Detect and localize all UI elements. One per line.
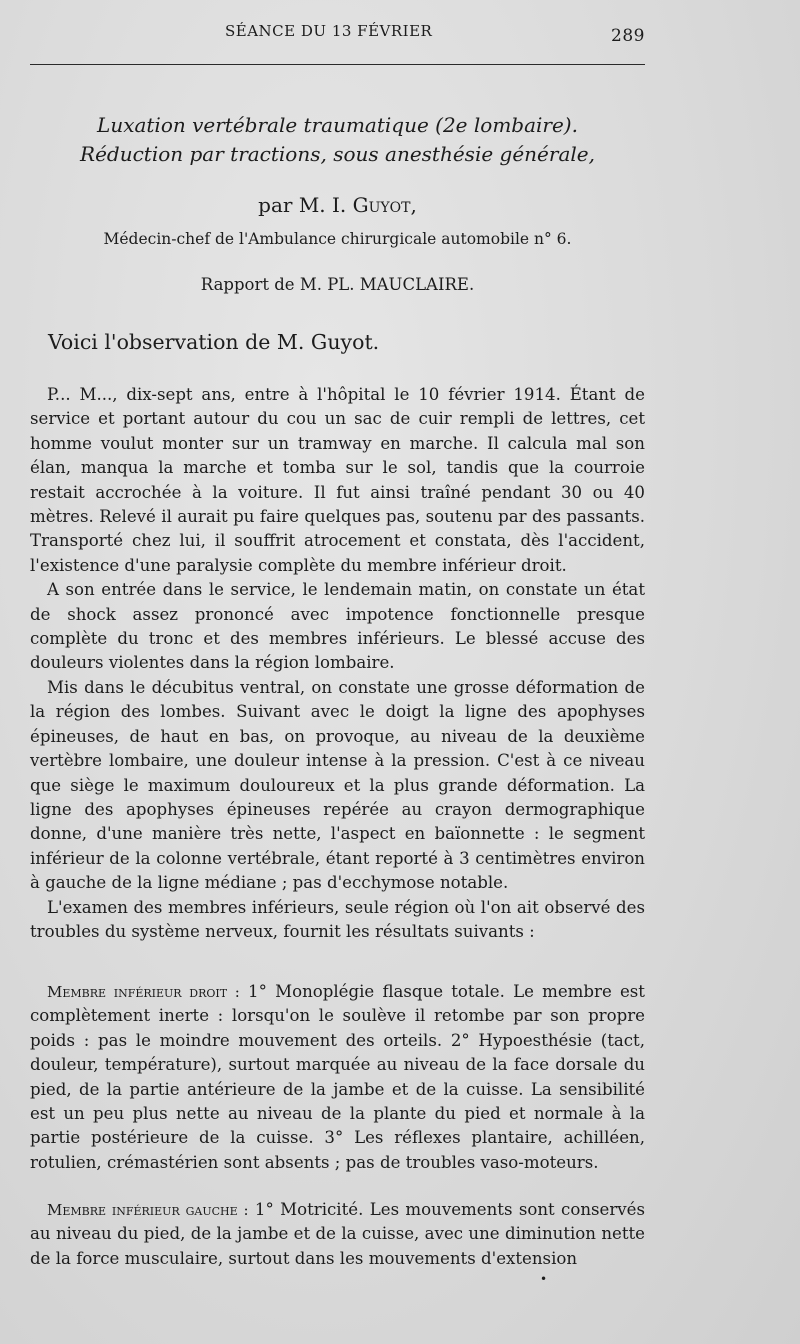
body-text	[30, 383, 645, 944]
paragraph: P... M..., dix-sept ans, entre à l'hôpital le 10 février 1914. Étant de service et portant autour du cou un sac de cuir rempli de lettres, cet homme voulut monter sur un tramway en marche. Il calcula mal son élan, manqua la marche et tomba sur le sol, tandis que la courroie restait accrochée à la voiture. Il fut ainsi traîné pendant 30 ou 40 mètres. Relevé il aurait pu faire quelques pas, soutenu par des passants. Transporté chez lui, il souffrit atrocement et constata, dès l'accident, l'existence d'une paralysie complète du membre inférieur droit.	[30, 385, 645, 575]
section-text: 1° Monoplégie flasque totale. Le membre est complètement inerte : lorsqu'on le soulève il retombe par son propre poids : pas le moindre mouvement des orteils. 2° Hypoesthésie (tact, douleur, température), surtout marquée au niveau de la face dorsale du pied, de la partie antérieure de la jambe et de la cuisse. La sensibilité est un peu plus nette au niveau de la plante du pied et normale à la partie postérieure de la cuisse. 3° Les réflexes plantaire, achilléen, rotulien, crémastérien sont absents ; pas de troubles vaso-moteurs.	[30, 982, 645, 1172]
section-label: Membre inférieur droit :	[47, 983, 240, 1001]
author-affiliation: Médecin-chef de l'Ambulance chirurgicale automobile n° 6.	[103, 230, 572, 248]
article-title-line-1: Luxation vertébrale traumatique (2e lombaire).	[97, 113, 578, 137]
running-title: SÉANCE DU 13 FÉVRIER	[225, 22, 433, 40]
report-line: Rapport de M. PL. MAUCLAIRE.	[200, 275, 475, 294]
page-number: 289	[611, 26, 645, 46]
intro-line: Voici l'observation de M. Guyot.	[48, 330, 380, 354]
paragraph	[30, 980, 645, 1175]
paragraph: A son entrée dans le service, le lendemain matin, on constate un état de shock assez prononcé avec impotence fonctionnelle presque complète du tronc et des membres inférieurs. Le blessé accuse des douleurs violentes dans la région lombaire.	[30, 580, 645, 673]
author-name: Guyot,	[352, 193, 417, 217]
footer-mark: •	[540, 1272, 548, 1286]
section-label: Membre inférieur gauche :	[47, 1201, 249, 1219]
paragraph: Mis dans le décubitus ventral, on constate une grosse déformation de la région des lombes. Suivant avec le doigt la ligne des apophyses épineuses, de haut en bas, on provoque, au niveau de la deuxième vertèbre lombaire, une douleur intense à la pression. C'est à ce niveau que siège le maximum douloureux et la plus grande déformation. La ligne des apophyses épineuses repérée au crayon dermographique donne, d'une manière très nette, l'aspect en baïonnette : le segment inférieur de la colonne vertébrale, étant reporté à 3 centimètres environ à gauche de la ligne médiane ; pas d'ecchymose notable.	[30, 677, 645, 893]
header-rule	[30, 64, 645, 65]
author-line	[30, 193, 645, 217]
running-header	[30, 20, 645, 50]
author-prefix: par M. I.	[258, 193, 353, 217]
right-limb-section	[30, 980, 645, 1175]
paragraph: L'examen des membres inférieurs, seule région où l'on ait observé des troubles du système nerveux, fournit les résultats suivants :	[30, 897, 645, 941]
section-text: 1° Motricité. Les mouvements sont conservés au niveau du pied, de la jambe et de la cuisse, avec une diminution nette de la force musculaire, surtout dans les mouvements d'extension	[30, 1200, 645, 1268]
paragraph	[30, 1198, 645, 1271]
article-title-line-2: Réduction par tractions, sous anesthésie générale,	[80, 142, 595, 166]
left-limb-section	[30, 1198, 645, 1271]
